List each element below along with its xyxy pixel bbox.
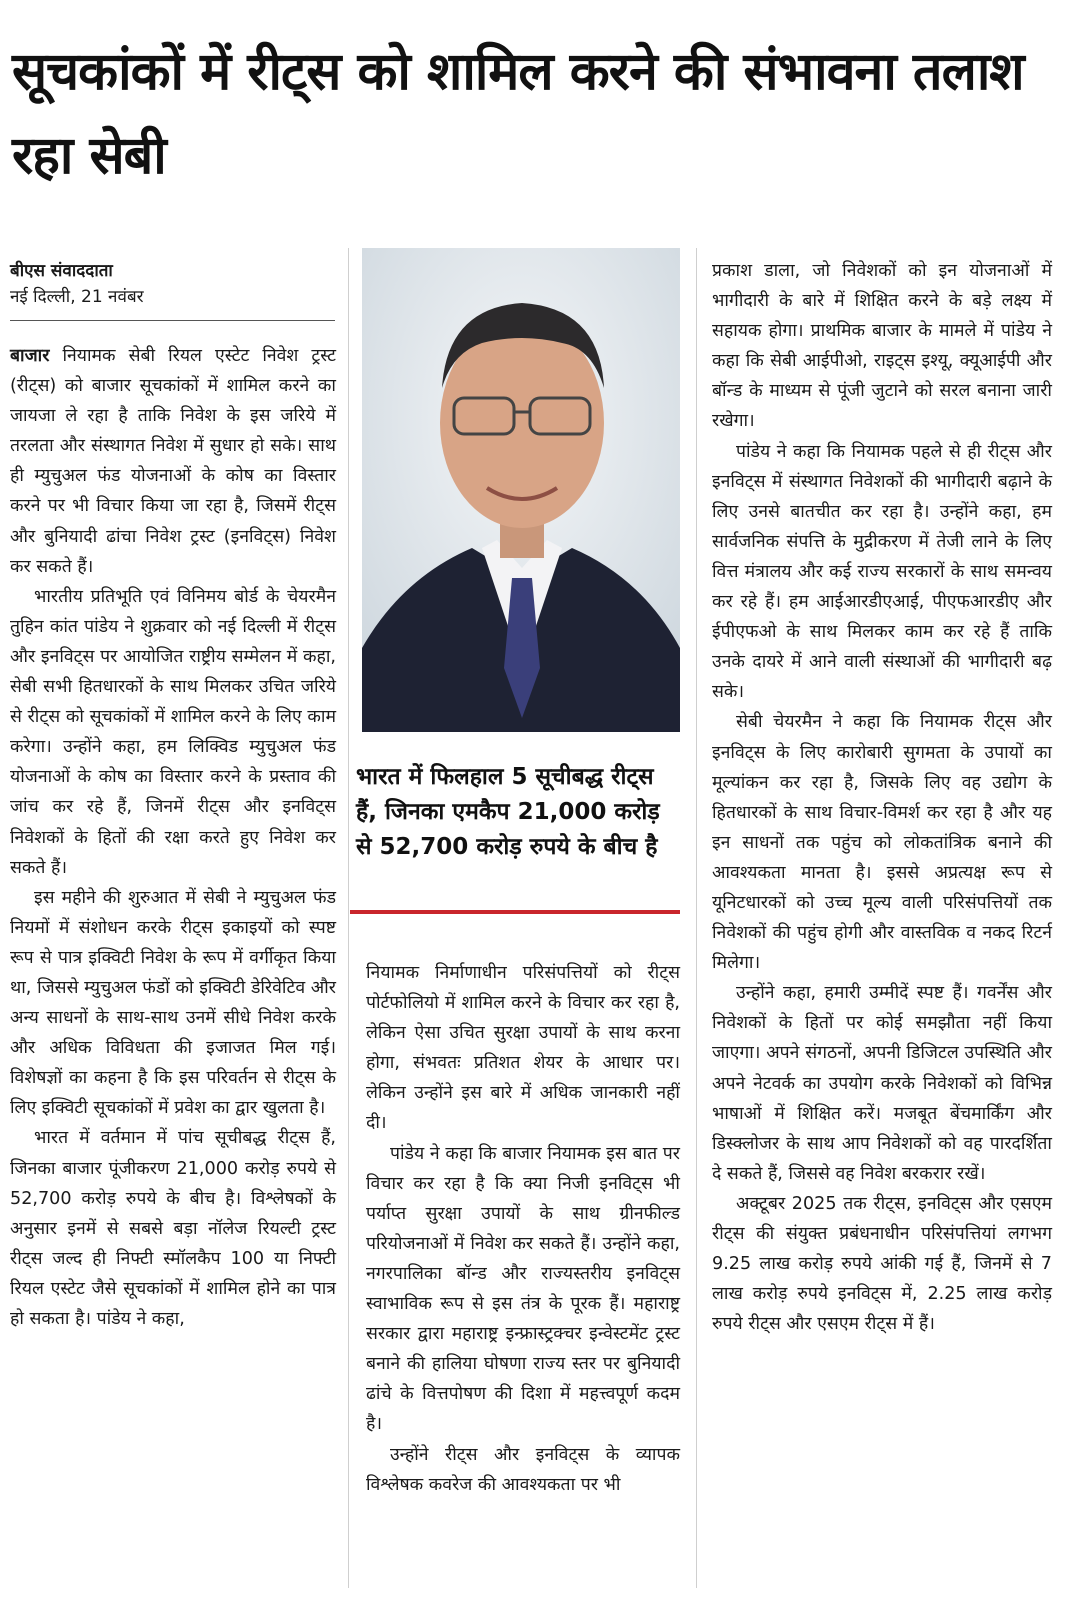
portrait-photo [362, 248, 680, 732]
article-column-2 [366, 958, 680, 1500]
paragraph: पांडेय ने कहा कि बाजार नियामक इस बात पर विचार कर रहा है कि क्या निजी इनविट्स भी पर्याप्त सुरक्षा उपायों के साथ ग्रीनफील्ड परियोजनाओं में निवेश कर सकते हैं। उन्होंने कहा, नगरपालिका बॉन्ड और राज्यस्तरीय इनविट्स स्वाभाविक रूप से इस तंत्र के पूरक हैं। महाराष्ट्र सरकार द्वारा महाराष्ट्र इन्फ्रास्ट्रक्चर इन्वेस्टमेंट ट्रस्ट बनाने की हालिया घोषणा राज्य स्तर पर बुनियादी ढांचे के वित्तपोषण की दिशा में महत्त्वपूर्ण कदम है। [366, 1143, 680, 1435]
paragraph: उन्होंने रीट्स और इनविट्स के व्यापक विश्लेषक कवरेज की आवश्यकता पर भी [366, 1444, 680, 1495]
pull-quote-rule [350, 910, 680, 914]
paragraph-text: नियामक सेबी रियल एस्टेट निवेश ट्रस्ट (रीट्स) को बाजार सूचकांकों में शामिल करने का जायजा ले रहा है ताकि निवेश के इस जरिये में तरलता और संस्थागत निवेश में सुधार हो सके। साथ ही म्युचुअल फंड योजनाओं के कोष का विस्तार करने पर भी विचार किया जा रहा है, जिसमें रीट्स और बुनियादी ढांचा निवेश ट्रस्ट (इनविट्स) निवेश कर सकते हैं। [10, 346, 336, 577]
paragraph: सेबी चेयरमैन ने कहा कि नियामक रीट्स और इनविट्स के लिए कारोबारी सुगमता के उपायों का मूल्यांकन कर रहा है, जिसके लिए वह उद्योग के हितधारकों के साथ विचार-विमर्श कर रहा है और यह इन साधनों तक पहुंच को लोकतांत्रिक बनाने की आवश्यकता मानता है। इससे अप्रत्यक्ष रूप से यूनिटधारकों को उच्च मूल्य वाली परिसंपत्तियों तक निवेशकों की पहुंच होगी और वास्तविक व नकद रिटर्न मिलेगा। [712, 712, 1052, 974]
paragraph: भारत में वर्तमान में पांच सूचीबद्ध रीट्स हैं, जिनका बाजार पूंजीकरण 21,000 करोड़ रुपये से 52,700 करोड़ रुपये के बीच है। विश्लेषकों के अनुसार इनमें से सबसे बड़ा नॉलेज रियल्टी ट्रस्ट रीट्स जल्द ही निफ्टी स्मॉलकैप 100 या निफ्टी रियल एस्टेट जैसे सूचकांकों में शामिल होने का पात्र हो सकता है। पांडेय ने कहा, [10, 1128, 336, 1329]
paragraph: प्रकाश डाला, जो निवेशकों को इन योजनाओं में भागीदारी के बारे में शिक्षित करने के बड़े लक्ष्य में सहायक होगा। प्राथमिक बाजार के मामले में पांडेय ने कहा कि सेबी आईपीओ, राइट्स इश्यू, क्यूआईपी और बॉन्ड के माध्यम से पूंजी जुटाने को सरल बनाना जारी रखेगा। [712, 261, 1052, 432]
paragraph: उन्होंने कहा, हमारी उम्मीदें स्पष्ट हैं। गवर्नेंस और निवेशकों के हितों पर कोई समझौता नहीं किया जाएगा। अपने संगठनों, अपनी डिजिटल उपस्थिति और अपने नेटवर्क का उपयोग करके निवेशकों को विभिन्न भाषाओं में शिक्षित करें। मजबूत बेंचमार्किंग और डिस्क्लोजर के साथ आप निवेशकों को वह पारदर्शिता दे सकते हैं, जिससे वह निवेश बरकरार रखें। [712, 983, 1052, 1184]
byline-author: बीएस संवाददाता [10, 261, 113, 281]
column-divider [348, 248, 349, 1588]
article-column-1 [10, 341, 336, 1334]
pull-quote: भारत में फिलहाल 5 सूचीबद्ध रीट्स हैं, जिनका एमकैप 21,000 करोड़ से 52,700 करोड़ रुपये के बीच है [356, 764, 660, 860]
paragraph [10, 341, 336, 582]
article-column-3 [712, 256, 1052, 1339]
paragraph: इस महीने की शुरुआत में सेबी ने म्युचुअल फंड नियमों में संशोधन करके रीट्स इकाइयों को स्पष्ट रूप से पात्र इक्विटी निवेश के रूप में वर्गीकृत किया था, जिससे म्युचुअल फंडों को इक्विटी डेरिवेटिव और अन्य साधनों के साथ-साथ उनमें सीधे निवेश करके और अधिक विविधता की इजाजत मिल गई। विशेषज्ञों का कहना है कि इस परिवर्तन से रीट्स के लिए इक्विटी सूचकांकों में प्रवेश का द्वार खुलता है। [10, 887, 336, 1119]
byline [10, 258, 340, 310]
column-divider [696, 248, 697, 1588]
lead-word: बाजार [10, 346, 50, 366]
paragraph: नियामक निर्माणाधीन परिसंपत्तियों को रीट्स पोर्टफोलियो में शामिल करने के विचार कर रहा है, लेकिन ऐसा उचित सुरक्षा उपायों के साथ करना होगा, संभवतः प्रतिशत शेयर के आधार पर। लेकिन उन्होंने इस बारे में अधिक जानकारी नहीं दी। [366, 963, 680, 1134]
byline-divider [10, 320, 335, 321]
paragraph: अक्टूबर 2025 तक रीट्स, इनविट्स और एसएम रीट्स की संयुक्त प्रबंधनाधीन परिसंपत्तियां लगभग 9.25 लाख करोड़ रुपये आंकी गई हैं, जिनमें से 7 लाख करोड़ रुपये इनविट्स में, 2.25 लाख करोड़ रुपये रीट्स और एसएम रीट्स में हैं। [712, 1193, 1052, 1335]
paragraph: पांडेय ने कहा कि नियामक पहले से ही रीट्स और इनविट्स में संस्थागत निवेशकों की भागीदारी बढ़ाने के लिए उनसे बातचीत कर रहा है। उन्होंने कहा, हम सार्वजनिक संपत्ति के मुद्रीकरण में तेजी लाने के लिए वित्त मंत्रालय और कई राज्य सरकारों के साथ समन्वय कर रहे हैं। हम आईआरडीएआई, पीएफआरडीए और ईपीएफओ के साथ मिलकर काम कर रहे हैं ताकि उनके दायरे में आने वाली संस्थाओं की भागीदारी बढ़ सके। [712, 441, 1052, 703]
paragraph: भारतीय प्रतिभूति एवं विनिमय बोर्ड के चेयरमैन तुहिन कांत पांडेय ने शुक्रवार को नई दिल्ली में रीट्स और इनविट्स पर आयोजित राष्ट्रीय सम्मेलन में कहा, सेबी सभी हितधारकों के साथ मिलकर उचित जरिये से रीट्स को सूचकांकों में शामिल करने के लिए काम करेगा। उन्होंने कहा, हम लिक्विड म्युचुअल फंड योजनाओं के कोष का विस्तार करने के प्रस्ताव की जांच कर रहे हैं, जिनमें रीट्स और इनविट्स निवेशकों के हितों की रक्षा करते हुए निवेश कर सकते हैं। [10, 586, 336, 878]
byline-dateline: नई दिल्ली, 21 नवंबर [10, 287, 144, 307]
headline: सूचकांकों में रीट्स को शामिल करने की संभावना तलाश रहा सेबी [12, 42, 1024, 186]
